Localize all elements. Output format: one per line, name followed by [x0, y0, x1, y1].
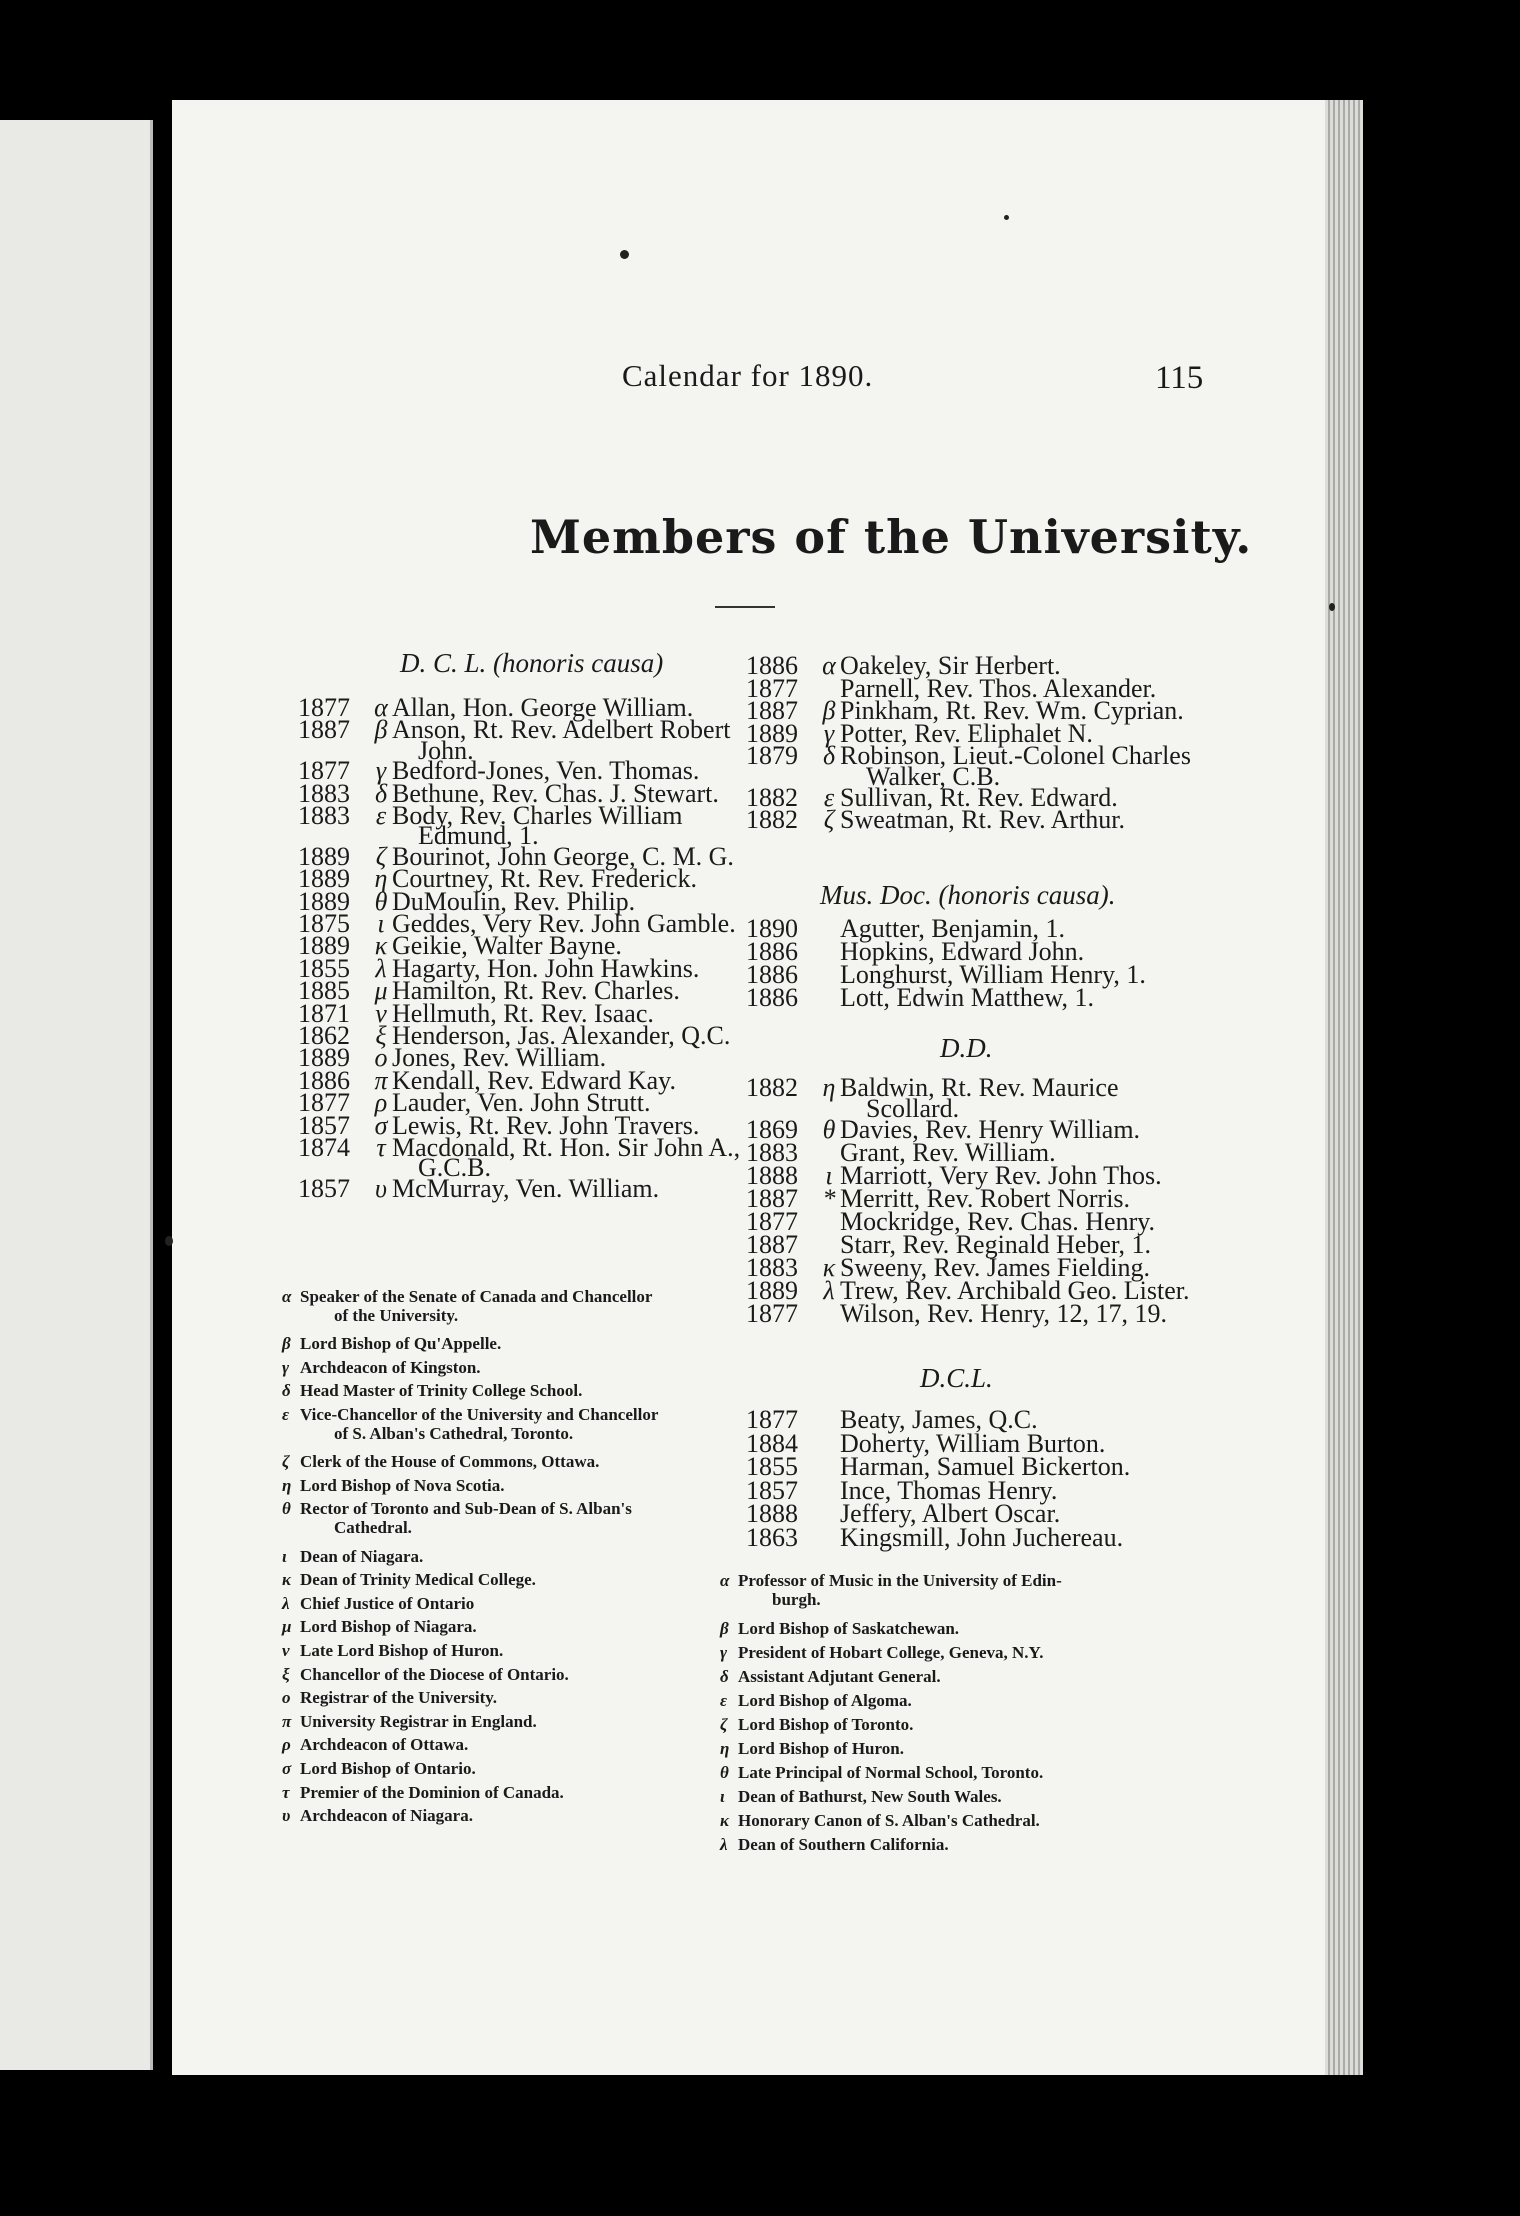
- entry-year: 1877: [298, 1088, 350, 1118]
- entry-name: Wilson, Rev. Henry, 12, 17, 19.: [840, 1299, 1168, 1328]
- right-footnote: [720, 1644, 1044, 1663]
- entry-year: 1871: [298, 998, 350, 1028]
- entry-name: Jones, Rev. William.: [392, 1043, 607, 1073]
- entry-name: Geikie, Walter Bayne.: [392, 931, 622, 961]
- entry-year: 1887: [746, 696, 798, 726]
- entry-year: 1889: [298, 864, 350, 894]
- footnote-mark: λ: [282, 1593, 290, 1613]
- entry-name: Potter, Rev. Eliphalet N.: [840, 718, 1093, 748]
- footnote-text: Professor of Music in the University of Edin-: [738, 1571, 1062, 1590]
- footnote-mark: λ: [720, 1835, 728, 1854]
- footnote-mark: δ: [822, 741, 836, 771]
- entry-year: 1883: [298, 778, 350, 808]
- footnote-text: Archdeacon of Niagara.: [300, 1806, 473, 1826]
- entry-name: Allan, Hon. George William.: [392, 693, 694, 722]
- left-footnote: [282, 1571, 536, 1590]
- footnote-mark: ζ: [375, 841, 387, 871]
- footnote-text: Head Master of Trinity College School.: [300, 1381, 583, 1401]
- footnote-mark: ο: [282, 1688, 291, 1708]
- entry-name: Harman, Samuel Bickerton.: [840, 1452, 1131, 1482]
- entry-year: 1885: [298, 976, 350, 1006]
- footnote-mark: θ: [720, 1763, 729, 1782]
- footnote-mark: θ: [282, 1499, 291, 1519]
- footnote-text: Dean of Southern California.: [738, 1835, 949, 1854]
- entry-year: 1886: [746, 651, 798, 680]
- left-footnote: [282, 1595, 474, 1614]
- footnote-mark: κ: [822, 1253, 836, 1282]
- entry-year: 1886: [746, 983, 798, 1012]
- entry-year: 1874: [298, 1133, 350, 1162]
- footnote-continuation: Cathedral.: [334, 1518, 412, 1538]
- footnote-text: Clerk of the House of Commons, Ottawa.: [300, 1452, 600, 1472]
- entry-year: 1883: [298, 801, 350, 830]
- footnote-mark: η: [374, 864, 388, 894]
- entry-name: Merritt, Rev. Robert Norris.: [840, 1184, 1131, 1213]
- footnote-mark: γ: [282, 1357, 290, 1377]
- footnote-mark: γ: [375, 756, 387, 786]
- footnote-text: Lord Bishop of Huron.: [738, 1739, 904, 1758]
- right-footnote: [720, 1740, 904, 1759]
- footnote-continuation: burgh.: [772, 1589, 821, 1609]
- left-page-edge: [0, 120, 153, 2070]
- footnote-mark: ν: [282, 1641, 290, 1660]
- footnote-continuation: of S. Alban's Cathedral, Toronto.: [334, 1423, 574, 1443]
- footnote-mark: ε: [823, 782, 835, 812]
- footnote-text: Rector of Toronto and Sub-Dean of S. Alban's: [300, 1499, 632, 1519]
- footnote-mark: ζ: [720, 1715, 728, 1734]
- footnote-mark: η: [282, 1475, 292, 1495]
- entry-name: Agutter, Benjamin, 1.: [840, 914, 1065, 943]
- entry-year: 1887: [298, 715, 350, 745]
- entry-name: Sullivan, Rt. Rev. Edward.: [840, 782, 1118, 812]
- left-footnote: [282, 1807, 473, 1826]
- right-footnote: [720, 1764, 1043, 1783]
- mus-doc-entry: [746, 985, 1094, 1011]
- entry-name: Body, Rev. Charles William: [392, 801, 683, 830]
- dcl-honoris-entry: [298, 1173, 660, 1203]
- footnote-mark: υ: [282, 1806, 291, 1826]
- footnote-mark: σ: [374, 1110, 388, 1140]
- footnote-mark: ξ: [282, 1664, 290, 1684]
- right-footnote: [720, 1620, 959, 1639]
- footnote-text: Dean of Bathurst, New South Wales.: [738, 1787, 1002, 1806]
- ink-speck: [1329, 603, 1335, 611]
- title-rule: [715, 606, 775, 608]
- footnote-text: Dean of Trinity Medical College.: [300, 1570, 536, 1590]
- entry-name: Pinkham, Rt. Rev. Wm. Cyprian.: [840, 696, 1184, 726]
- footnote-text: Registrar of the University.: [300, 1688, 498, 1708]
- entry-year: 1877: [746, 673, 798, 703]
- entry-name: Jeffery, Albert Oscar.: [840, 1499, 1061, 1529]
- right-footnote: [720, 1788, 1002, 1807]
- entry-year: 1889: [298, 886, 350, 916]
- footnote-mark: δ: [282, 1381, 291, 1401]
- left-footnote: [282, 1642, 503, 1661]
- entry-name: Bethune, Rev. Chas. J. Stewart.: [392, 778, 719, 808]
- footnote-mark: ι: [377, 909, 385, 938]
- entry-name: Bourinot, John George, C. M. G.: [392, 841, 734, 871]
- entry-year: 1855: [298, 953, 350, 983]
- entry-name: Ince, Thomas Henry.: [840, 1475, 1058, 1505]
- ink-speck: [620, 250, 629, 259]
- entry-name: DuMoulin, Rev. Philip.: [392, 886, 636, 916]
- entry-name: Doherty, William Burton.: [840, 1428, 1106, 1458]
- entry-name: Macdonald, Rt. Hon. Sir John A.,: [392, 1133, 741, 1162]
- footnote-text: Lord Bishop of Nova Scotia.: [300, 1475, 505, 1495]
- entry-name: Mockridge, Rev. Chas. Henry.: [840, 1207, 1156, 1236]
- left-footnote: [282, 1736, 468, 1755]
- footnote-mark: γ: [720, 1643, 728, 1662]
- entry-year: 1890: [746, 914, 798, 943]
- entry-name: Bedford-Jones, Ven. Thomas.: [392, 756, 700, 786]
- footnote-mark: ρ: [282, 1735, 291, 1755]
- entry-name: Anson, Rt. Rev. Adelbert Robert: [392, 715, 731, 745]
- footnote-text: Lord Bishop of Toronto.: [738, 1715, 914, 1734]
- left-footnote: [282, 1288, 652, 1325]
- footnote-mark: β: [374, 715, 388, 745]
- footnote-text: Late Principal of Normal School, Toronto.: [738, 1763, 1044, 1782]
- entry-name: Henderson, Jas. Alexander, Q.C.: [392, 1021, 731, 1050]
- dcl-honoris-entry: [298, 717, 730, 743]
- footnote-mark: α: [374, 693, 388, 722]
- left-footnote: [282, 1406, 658, 1443]
- footnote-mark: η: [720, 1739, 730, 1758]
- footnote-text: Lord Bishop of Saskatchewan.: [738, 1619, 960, 1638]
- running-header: Calendar for 1890.: [622, 358, 874, 393]
- entry-year: 1883: [746, 1253, 798, 1282]
- footnote-mark: ι: [282, 1546, 287, 1566]
- footnote-mark: ζ: [282, 1452, 290, 1472]
- left-footnote: [282, 1760, 476, 1779]
- entry-name: Kingsmill, John Juchereau.: [840, 1523, 1124, 1552]
- entry-year: 1882: [746, 782, 798, 812]
- entry-name: Hagarty, Hon. John Hawkins.: [392, 953, 700, 983]
- left-footnote: [282, 1359, 481, 1378]
- entry-year: 1877: [746, 1207, 798, 1236]
- footnote-mark: π: [282, 1711, 292, 1731]
- entry-year: 1857: [298, 1173, 350, 1203]
- footnote-mark: ι: [825, 1161, 833, 1190]
- footnote-text: Speaker of the Senate of Canada and Chancellor: [300, 1287, 653, 1306]
- ink-speck: [165, 1236, 173, 1246]
- footnote-mark: η: [822, 1073, 836, 1102]
- footnote-mark: ε: [375, 801, 387, 830]
- footnote-text: President of Hobart College, Geneva, N.Y.: [738, 1643, 1044, 1662]
- footnote-text: Dean of Niagara.: [300, 1546, 424, 1566]
- entry-name: McMurray, Ven. William.: [392, 1173, 660, 1203]
- left-footnote: [282, 1666, 569, 1685]
- footnote-mark: τ: [282, 1782, 290, 1802]
- footnote-mark: ο: [374, 1043, 388, 1073]
- entry-continuation: Walker, C.B.: [866, 762, 1001, 791]
- footnote-text: Archdeacon of Kingston.: [300, 1357, 481, 1377]
- entry-year: 1869: [746, 1115, 798, 1144]
- entry-year: 1877: [746, 1405, 798, 1434]
- footnote-mark: β: [822, 696, 836, 726]
- entry-year: 1889: [298, 931, 350, 961]
- footnote-mark: μ: [374, 976, 388, 1006]
- footnote-mark: ι: [720, 1787, 725, 1806]
- entry-year: 1877: [746, 1299, 798, 1328]
- footnote-text: Chancellor of the Diocese of Ontario.: [300, 1664, 569, 1684]
- footnote-text: University Registrar in England.: [300, 1711, 537, 1731]
- footnote-mark: α: [822, 651, 836, 680]
- entry-year: 1887: [746, 1184, 798, 1213]
- entry-year: 1877: [298, 693, 350, 722]
- section-dcl: D.C.L.: [920, 1363, 993, 1393]
- footnote-text: Lord Bishop of Niagara.: [300, 1617, 477, 1637]
- footnote-text: Vice-Chancellor of the University and Chancellor: [300, 1405, 659, 1424]
- left-footnote: [282, 1689, 497, 1708]
- section-dcl-honoris: D. C. L. (honoris causa): [400, 648, 664, 678]
- footnote-mark: π: [374, 1065, 388, 1095]
- footnote-mark: ν: [375, 998, 387, 1028]
- entry-name: Baldwin, Rt. Rev. Maurice: [840, 1073, 1119, 1102]
- right-footnote: [720, 1716, 913, 1735]
- entry-year: 1863: [746, 1523, 798, 1552]
- entry-name: Kendall, Rev. Edward Kay.: [392, 1065, 676, 1095]
- footnote-mark: υ: [375, 1173, 387, 1203]
- footnote-mark: γ: [823, 718, 835, 748]
- entry-name: Geddes, Very Rev. John Gamble.: [392, 909, 736, 938]
- footnote-text: Archdeacon of Ottawa.: [300, 1735, 469, 1755]
- page-edge-stack: [1325, 100, 1363, 2075]
- footnote-mark: θ: [822, 1115, 836, 1144]
- footnote-mark: ε: [720, 1691, 727, 1710]
- entry-year: 1875: [298, 909, 350, 938]
- entry-name: Oakeley, Sir Herbert.: [840, 651, 1061, 680]
- entry-continuation: Scollard.: [866, 1094, 960, 1123]
- footnote-text: Late Lord Bishop of Huron.: [300, 1641, 504, 1660]
- entry-year: 1888: [746, 1499, 798, 1529]
- right-footnote: [720, 1692, 912, 1711]
- entry-year: 1886: [746, 960, 798, 989]
- entry-name: Lauder, Ven. John Strutt.: [392, 1088, 651, 1118]
- footnote-mark: τ: [376, 1133, 386, 1162]
- entry-name: Trew, Rev. Archibald Geo. Lister.: [840, 1276, 1190, 1305]
- ink-speck: [1004, 215, 1009, 220]
- entry-name: Lewis, Rt. Rev. John Travers.: [392, 1110, 700, 1140]
- entry-year: 1882: [746, 805, 798, 835]
- entry-year: 1879: [746, 741, 798, 771]
- entry-name: Courtney, Rt. Rev. Frederick.: [392, 864, 697, 894]
- footnote-mark: β: [282, 1334, 291, 1354]
- footnote-mark: α: [282, 1287, 292, 1306]
- right-footnote: [720, 1668, 941, 1687]
- footnote-text: Assistant Adjutant General.: [738, 1667, 941, 1686]
- page-title: Members of the University.: [530, 510, 1253, 564]
- left-footnote: [282, 1382, 582, 1401]
- entry-year: 1886: [746, 937, 798, 966]
- footnote-text: Lord Bishop of Algoma.: [738, 1691, 912, 1710]
- entry-year: 1857: [746, 1475, 798, 1505]
- footnote-mark: ζ: [823, 805, 835, 835]
- entry-name: Hellmuth, Rt. Rev. Isaac.: [392, 998, 654, 1028]
- entry-year: 1877: [298, 756, 350, 786]
- footnote-mark: β: [720, 1619, 729, 1638]
- footnote-continuation: of the University.: [334, 1305, 459, 1325]
- footnote-mark: δ: [720, 1667, 729, 1686]
- footnote-mark: α: [720, 1571, 730, 1590]
- entry-name: Beaty, James, Q.C.: [840, 1405, 1038, 1434]
- entry-name: Parnell, Rev. Thos. Alexander.: [840, 673, 1157, 703]
- page-number: 115: [1155, 360, 1204, 396]
- footnote-text: Premier of the Dominion of Canada.: [300, 1782, 564, 1802]
- entry-name: Sweeny, Rev. James Fielding.: [840, 1253, 1151, 1282]
- entry-year: 1884: [746, 1428, 798, 1458]
- entry-name: Sweatman, Rt. Rev. Arthur.: [840, 805, 1126, 835]
- left-footnote: [282, 1713, 537, 1732]
- left-footnote: [282, 1477, 505, 1496]
- entry-continuation: Edmund, 1.: [418, 821, 539, 851]
- entry-name: Hamilton, Rt. Rev. Charles.: [392, 976, 680, 1006]
- footnote-text: Lord Bishop of Ontario.: [300, 1759, 476, 1778]
- footnote-mark: θ: [374, 886, 388, 916]
- footnote-mark: λ: [375, 953, 387, 983]
- footnote-mark: λ: [823, 1276, 835, 1305]
- footnote-mark: *: [822, 1184, 836, 1213]
- entry-name: Robinson, Lieut.-Colonel Charles: [840, 741, 1191, 771]
- entry-name: Davies, Rev. Henry William.: [840, 1115, 1141, 1144]
- entry-name: Hopkins, Edward John.: [840, 937, 1085, 966]
- footnote-mark: ρ: [374, 1088, 388, 1118]
- entry-year: 1855: [746, 1452, 798, 1482]
- entry-year: 1862: [298, 1021, 350, 1050]
- entry-name: Lott, Edwin Matthew, 1.: [840, 983, 1094, 1012]
- left-footnote: [282, 1548, 423, 1567]
- right-footnote: [720, 1836, 949, 1855]
- footnote-text: Chief Justice of Ontario: [300, 1593, 475, 1613]
- entry-year: 1857: [298, 1110, 350, 1140]
- section-dd: D.D.: [940, 1033, 993, 1063]
- left-footnote: [282, 1618, 477, 1637]
- left-footnote: [282, 1784, 564, 1803]
- footnote-mark: ξ: [375, 1021, 387, 1050]
- dcl-honoris-entry: [746, 807, 1125, 833]
- footnote-mark: ε: [282, 1405, 289, 1424]
- entry-continuation: G.C.B.: [418, 1153, 491, 1183]
- footnote-mark: κ: [374, 931, 388, 961]
- dcl-entry: [746, 1525, 1123, 1551]
- entry-name: Marriott, Very Rev. John Thos.: [840, 1161, 1162, 1190]
- footnote-mark: κ: [720, 1811, 730, 1830]
- footnote-mark: μ: [282, 1617, 292, 1637]
- left-footnote: [282, 1453, 599, 1472]
- footnote-mark: δ: [374, 778, 388, 808]
- entry-year: 1882: [746, 1073, 798, 1102]
- entry-year: 1889: [746, 718, 798, 748]
- entry-year: 1889: [298, 1043, 350, 1073]
- entry-year: 1886: [298, 1065, 350, 1095]
- dd-entry: [746, 1301, 1167, 1327]
- footnote-mark: κ: [282, 1570, 292, 1590]
- entry-year: 1883: [746, 1138, 798, 1167]
- left-footnote: [282, 1335, 501, 1354]
- entry-year: 1887: [746, 1230, 798, 1259]
- entry-year: 1888: [746, 1161, 798, 1190]
- entry-name: Starr, Rev. Reginald Heber, 1.: [840, 1230, 1152, 1259]
- dcl-honoris-entry: [298, 1135, 740, 1161]
- right-footnote: [720, 1812, 1040, 1831]
- footnote-text: Honorary Canon of S. Alban's Cathedral.: [738, 1811, 1040, 1830]
- entry-continuation: John.: [418, 735, 474, 765]
- right-footnote: [720, 1572, 1062, 1609]
- footnote-mark: σ: [282, 1759, 292, 1778]
- entry-year: 1889: [746, 1276, 798, 1305]
- entry-year: 1889: [298, 841, 350, 871]
- footnote-text: Lord Bishop of Qu'Appelle.: [300, 1334, 502, 1354]
- entry-name: Longhurst, William Henry, 1.: [840, 960, 1146, 989]
- left-footnote: [282, 1500, 632, 1537]
- section-mus-doc: Mus. Doc. (honoris causa).: [820, 880, 1116, 910]
- entry-name: Grant, Rev. William.: [840, 1138, 1056, 1167]
